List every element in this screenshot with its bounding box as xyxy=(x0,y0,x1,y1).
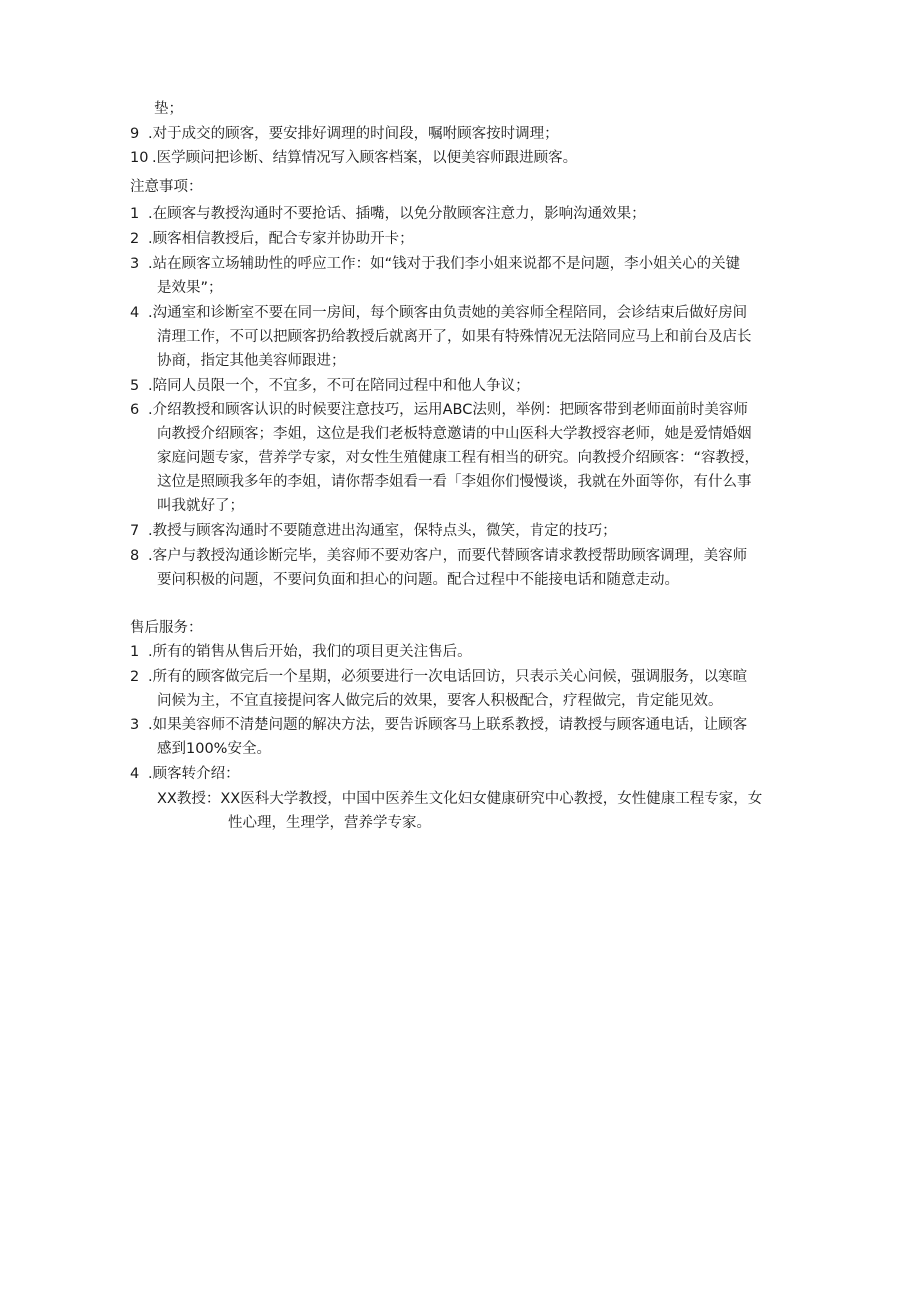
item-text: .对于成交的顾客，要安排好调理的时间段，嘱咐顾客按时调理； xyxy=(148,126,559,142)
section-heading-notes: 注意事项： xyxy=(130,179,203,195)
item-number: 3 xyxy=(130,717,140,733)
item-text: .陪同人员限一个，不宜多，不可在陪同过程中和他人争议； xyxy=(148,378,530,394)
item-text: .介绍教授和顾客认识的时候要注意技巧，运用ABC法则，举例：把顾客带到老师面前时美容师 xyxy=(148,402,748,418)
item-number: 7 xyxy=(130,523,140,539)
item-text: .站在顾客立场辅助性的呼应工作：如“钱对于我们李小姐来说都不是问题，李小姐关心的关键 xyxy=(148,256,741,272)
item-number: 10 xyxy=(130,150,149,166)
referral-text: XX教授：XX医科大学教授，中国中医养生文化妇女健康研究中心教授，女性健康工程专家，女 xyxy=(157,791,763,807)
item-text: .顾客相信教授后，配合专家并协助开卡； xyxy=(148,231,414,247)
item-text: .教授与顾客沟通时不要随意进出沟通室，保特点头，微笑，肯定的技巧； xyxy=(148,523,617,539)
item-number: 9 xyxy=(130,126,140,142)
item-text: .如果美容师不清楚问题的解决方法，要告诉顾客马上联系教授，请教授与顾客通电话，让顾客 xyxy=(148,717,748,733)
item-text: 家庭问题专家，营养学专家，对女性生殖健康工程有相当的研究。向教授介绍顾客：“容教授， xyxy=(157,450,760,466)
referral-text: 性心理，生理学，营养学专家。 xyxy=(228,815,431,831)
item-text: 感到100%安全。 xyxy=(157,741,271,757)
item-text: 这位是照顾我多年的李姐，请你帮李姐看一看「李姐你们慢慢谈，我就在外面等你，有什么事 xyxy=(157,474,752,490)
item-text: .在顾客与教授沟通时不要抢话、插嘴，以免分散顾客注意力，影响沟通效果； xyxy=(148,206,646,222)
item-text: .客户与教授沟通诊断完毕，美容师不要劝客户，而要代替顾客请求教授帮助顾客调理，美容师 xyxy=(148,548,748,564)
item-number: 4 xyxy=(130,305,140,321)
item-text: 清理工作，不可以把顾客扔给教授后就离开了，如果有特殊情况无法陪同应马上和前台及店长 xyxy=(157,329,752,345)
item-number: 2 xyxy=(130,669,140,685)
item-number: 5 xyxy=(130,378,140,394)
section-heading-aftersales: 售后服务： xyxy=(130,620,203,636)
item-text: 要问积极的问题，不要问负面和担心的问题。配合过程中不能接电话和随意走动。 xyxy=(157,572,679,588)
item-number: 4 xyxy=(130,766,140,782)
item-number: 1 xyxy=(130,644,140,660)
item-number: 1 xyxy=(130,206,140,222)
item-number: 3 xyxy=(130,256,140,272)
item-text: .所有的顾客做完后一个星期，必须要进行一次电话回访，只表示关心问候，强调服务，以寒暄 xyxy=(148,669,748,685)
item-text: .所有的销售从售后开始，我们的项目更关注售后。 xyxy=(148,644,472,660)
item-text: .顾客转介绍： xyxy=(148,766,240,782)
item-text: .沟通室和诊断室不要在同一房间，每个顾客由负责她的美容师全程陪同，会诊结束后做好房间 xyxy=(148,305,748,321)
item-text: .医学顾问把诊断、结算情况写入顾客档案，以便美容师跟进顾客。 xyxy=(152,150,578,166)
item-number: 2 xyxy=(130,231,140,247)
item-text: 协商，指定其他美容师跟进； xyxy=(157,353,346,369)
item-text: 叫我就好了； xyxy=(157,498,244,514)
item-text: 问候为主，不宜直接提问客人做完后的效果，要客人积极配合，疗程做完，肯定能见效。 xyxy=(157,693,723,709)
item-text: 是效果”； xyxy=(157,280,223,296)
continuation-line: 垫； xyxy=(154,101,183,117)
item-text: 向教授介绍顾客；李姐，这位是我们老板特意邀请的中山医科大学教授容老师，她是爱情婚姻 xyxy=(157,426,752,442)
item-number: 8 xyxy=(130,548,140,564)
item-number: 6 xyxy=(130,402,140,418)
